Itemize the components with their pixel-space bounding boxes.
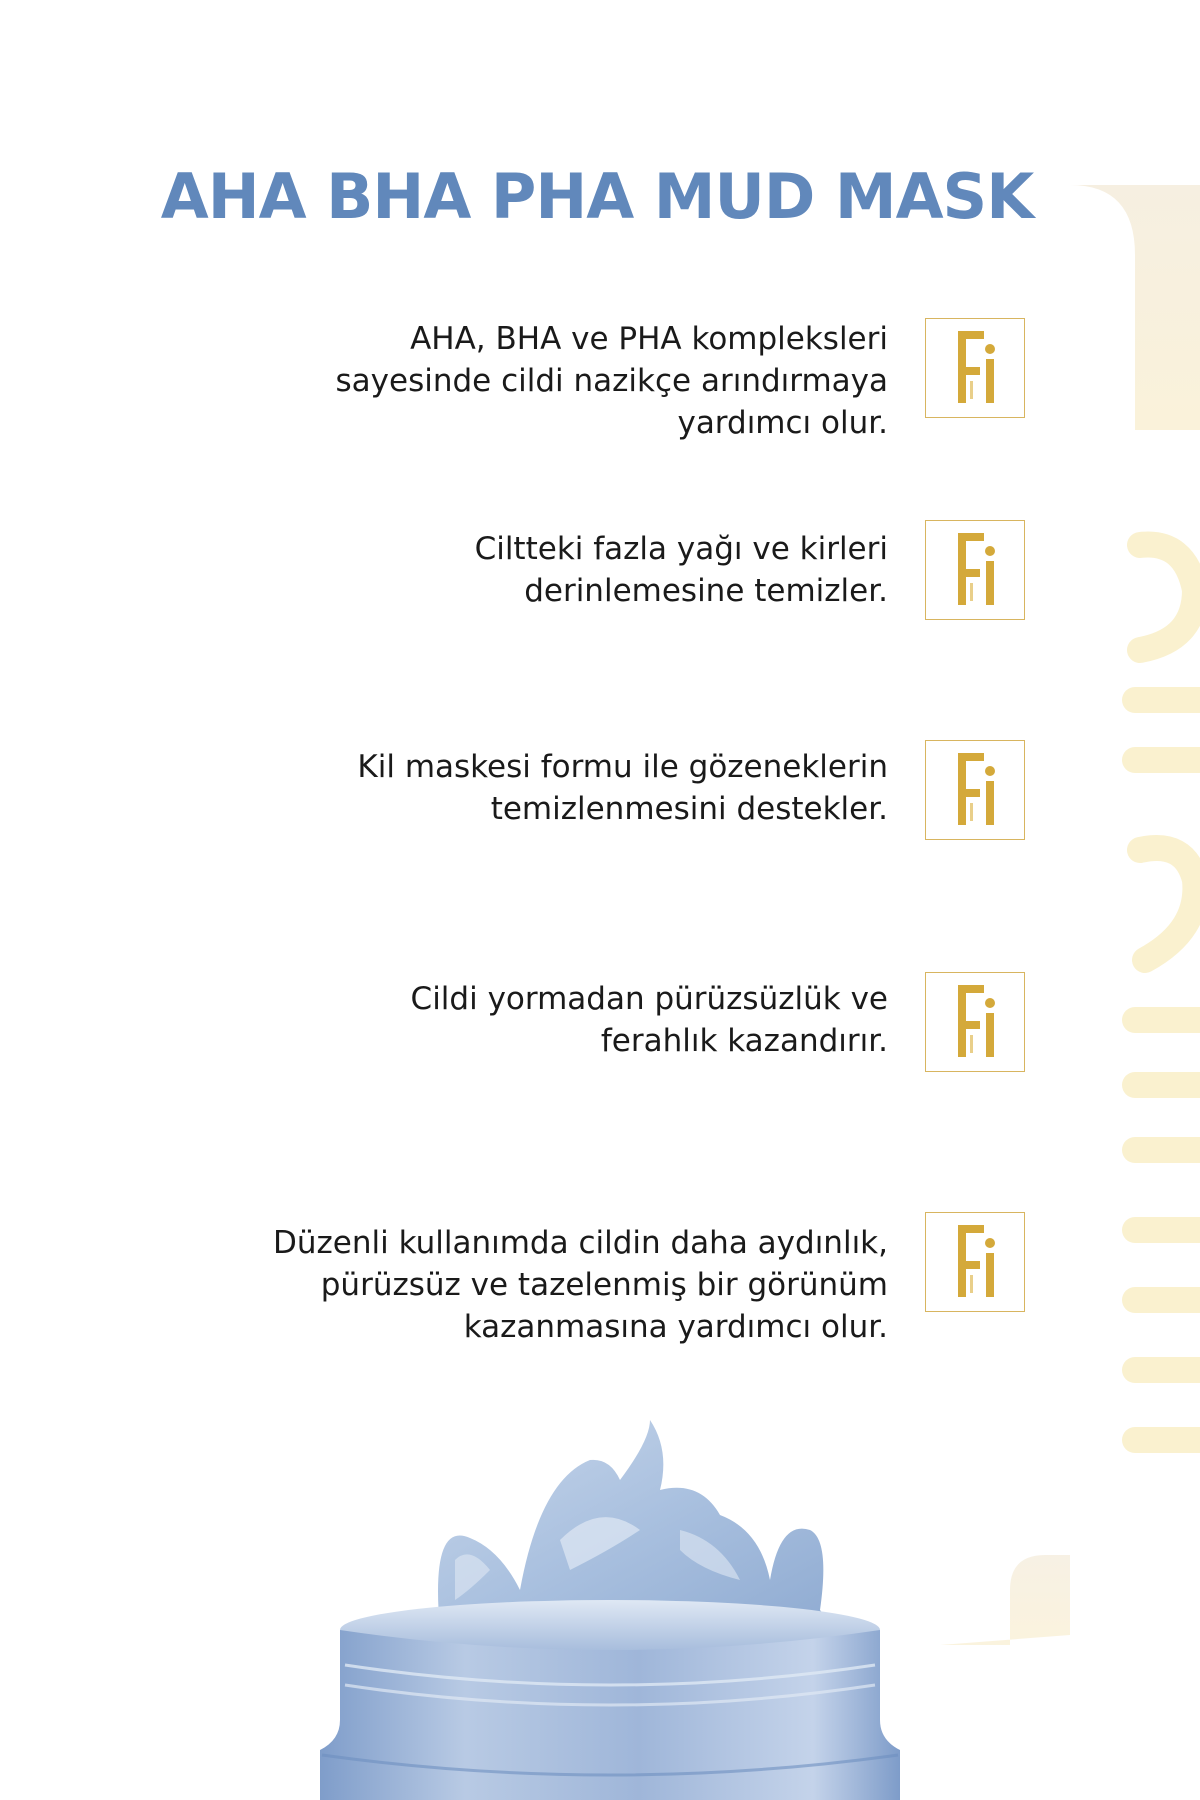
qremfi-logo-icon <box>925 740 1025 840</box>
feature-text: Ciltteki fazla yağı ve kirleri derinlemesine temizler. <box>474 531 888 609</box>
feature-text: Kil maskesi formu ile gözeneklerin temizlenmesini destekler. <box>357 749 888 827</box>
feature-text: Cildi yormadan pürüzsüzlük ve ferahlık kazandırır. <box>410 981 888 1059</box>
mud-mask-jar-image <box>0 1420 1200 1800</box>
feature-text: AHA, BHA ve PHA kompleksleri sayesinde cildi nazikçe arındırmaya yardımcı olur. <box>335 321 888 441</box>
qremfi-logo-icon <box>925 1212 1025 1312</box>
page-title <box>0 160 1200 233</box>
qremfi-logo-icon <box>925 972 1025 1072</box>
feature-text: Düzenli kullanımda cildin daha aydınlık, pürüzsüz ve tazelenmiş bir görünüm kazanmasına yardımcı olur. <box>273 1225 888 1345</box>
qremfi-logo-icon <box>925 520 1025 620</box>
page-title-text: AHA BHA PHA MUD MASK <box>160 160 1034 233</box>
qremfi-logo-icon <box>925 318 1025 418</box>
